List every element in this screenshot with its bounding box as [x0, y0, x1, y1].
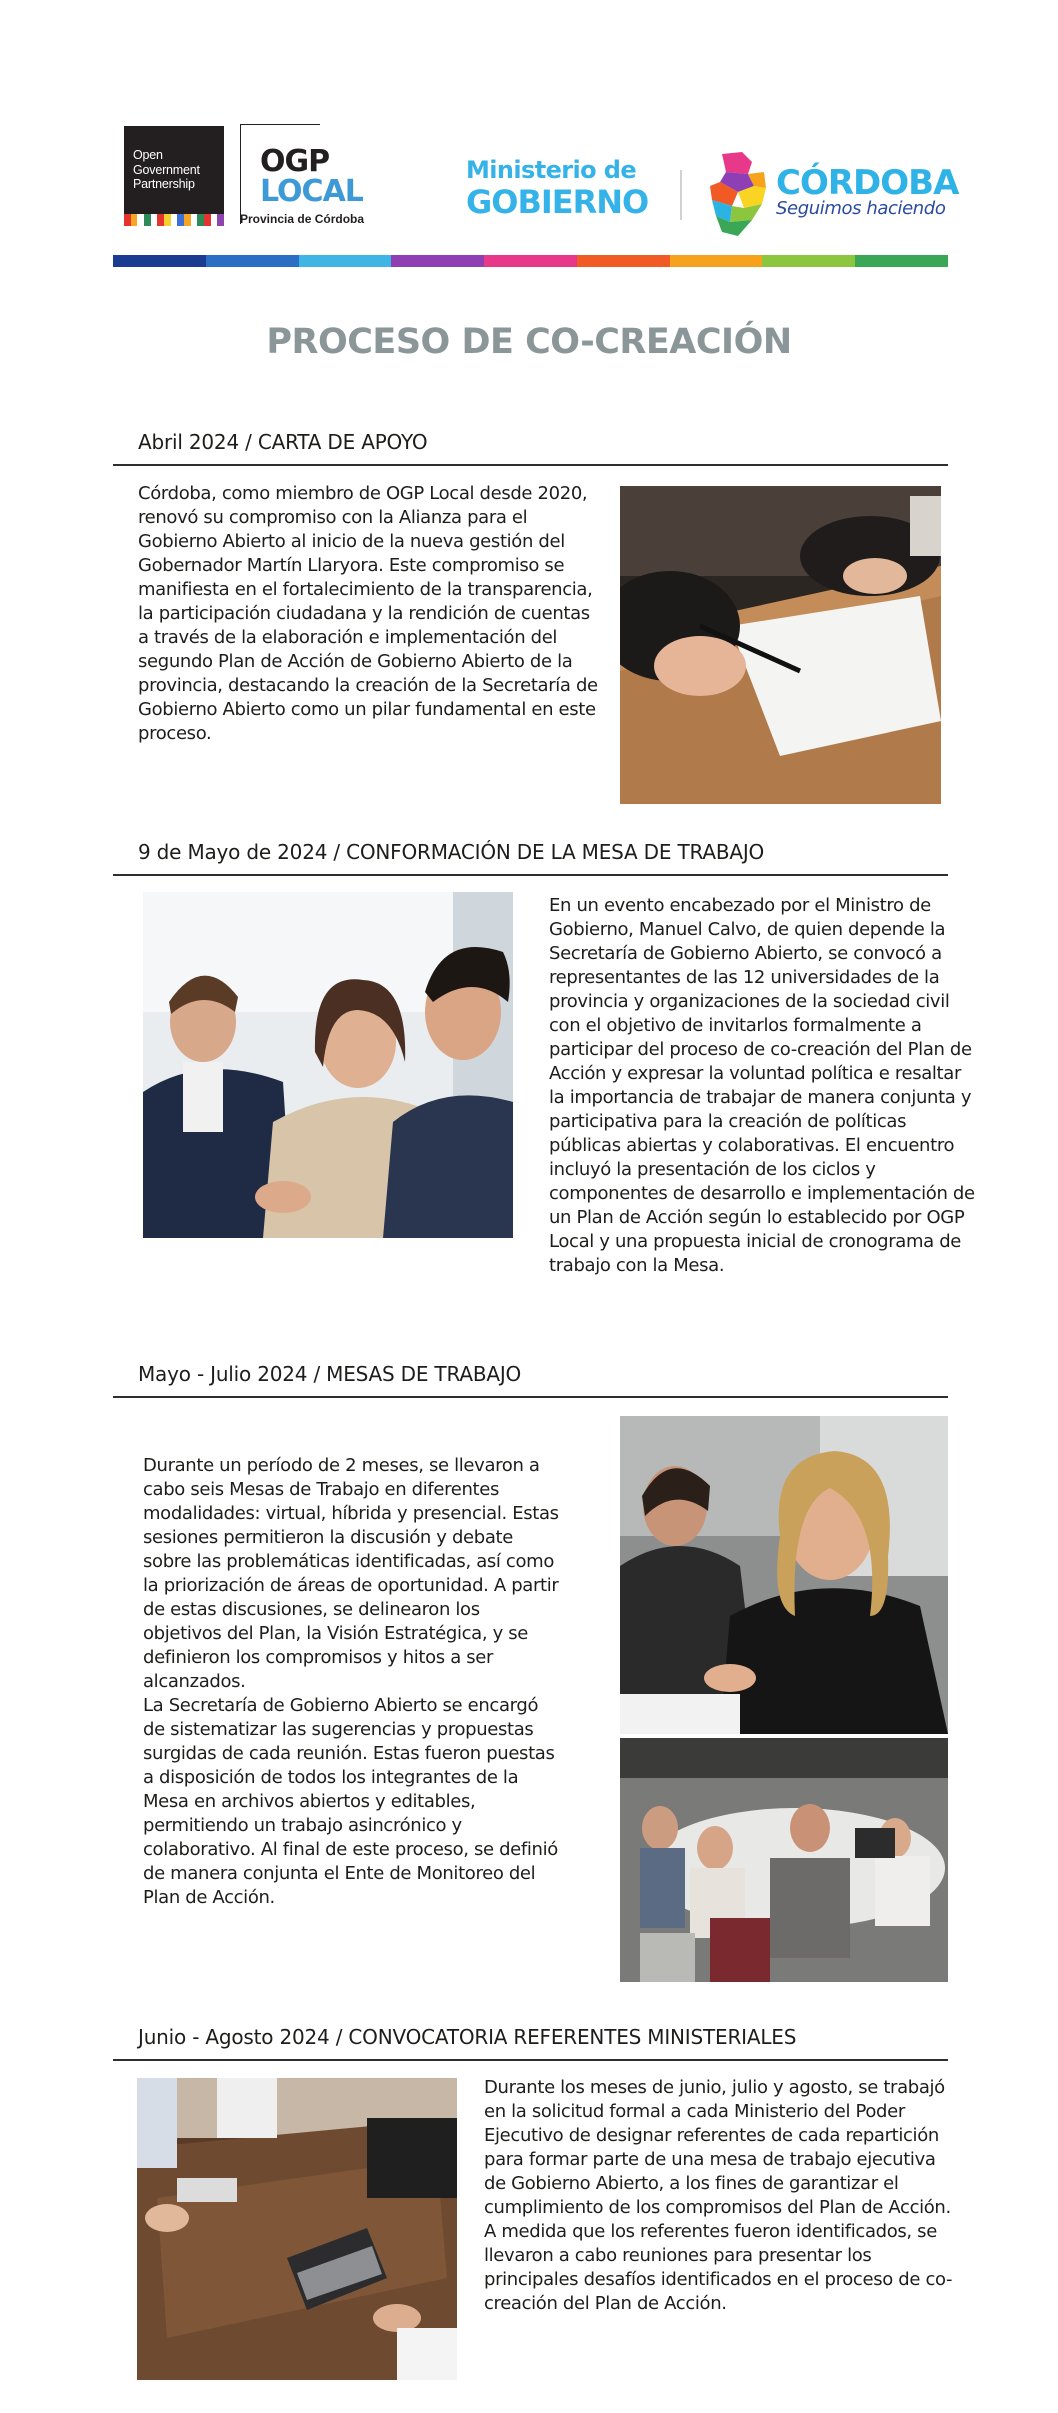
- section-divider: [113, 1396, 948, 1398]
- ogp-local-text: OGP: [260, 144, 330, 179]
- color-stripe-bar: [113, 255, 948, 267]
- logo-divider: [680, 170, 682, 220]
- ministerio-line1: Ministerio de: [466, 156, 637, 184]
- section-heading: Junio - Agosto 2024 / CONVOCATORIA REFERENTES MINISTERIALES: [138, 2025, 797, 2049]
- section-heading: Mayo - Julio 2024 / MESAS DE TRABAJO: [138, 1362, 522, 1386]
- section-divider: [113, 2059, 948, 2061]
- section-heading: 9 de Mayo de 2024 / CONFORMACIÓN DE LA MESA DE TRABAJO: [138, 840, 765, 864]
- ogp-local-logo: [240, 124, 380, 230]
- section-text: [549, 894, 981, 1278]
- photo-signing-document: [620, 486, 941, 804]
- section-divider: [113, 874, 948, 876]
- photo-laptops-on-table: [137, 2078, 457, 2380]
- section-paragraph: Córdoba, como miembro de OGP Local desde 2020, renovó su compromiso con la Alianza para el Gobierno Abierto al inicio de la nueva gestión del Gobernador Martín Llaryora. Este compromiso se manifiesta en el fortalecimiento de la transparencia, la participación ciudadana y la rendición de cuentas a través de la elaboración e implementación del segundo Plan de Acción de Gobierno Abierto de la provincia, destacando la creación de la Secretaría de Gobierno Abierto como un pilar fundamental en este proceso.: [138, 483, 598, 744]
- ogp-logo-line: Government: [133, 162, 200, 177]
- page-title: PROCESO DE CO-CREACIÓN: [266, 322, 792, 362]
- ogp-local-text-local: LOCAL: [260, 174, 363, 209]
- photo-round-table-meeting: [620, 1738, 948, 1982]
- section-divider: [113, 464, 948, 466]
- section-paragraph: La Secretaría de Gobierno Abierto se encargó de sistematizar las sugerencias y propuestas surgidas de cada reunión. Estas fueron puestas a disposición de todos los integrantes de la Mesa en archivos abiertos y editables, permitiendo un trabajo asincrónico y colaborativo. Al final de este proceso, se definió de manera conjunta el Ente de Monitoreo del Plan de Acción.: [143, 1695, 558, 1908]
- photo-woman-speaking: [620, 1416, 948, 1734]
- section-text: [138, 482, 598, 746]
- section-paragraph: Durante los meses de junio, julio y agosto, se trabajó en la solicitud formal a cada Ministerio del Poder Ejecutivo de designar referentes de cada repartición para formar parte de una mesa de trabajo ejecutiva de Gobierno Abierto, a los fines de garantizar el cumplimiento de los compromisos del Plan de Acción.: [484, 2077, 951, 2218]
- cordoba-map-icon: [708, 152, 766, 236]
- section-paragraph: En un evento encabezado por el Ministro de Gobierno, Manuel Calvo, de quien depende la Secretaría de Gobierno Abierto, se convocó a representantes de las 12 universidades de la provincia y organizaciones de la sociedad civil con el objetivo de invitarlos formalmente a participar del proceso de co-creación del Plan de Acción y expresar la voluntad política e resaltar la importancia de trabajar de manera conjunta y participativa para la creación de políticas públicas abiertas y colaborativas. El encuentro incluyó la presentación de los ciclos y componentes de desarrollo e implementación de un Plan de Acción según lo establecido por OGP Local y una propuesta inicial de cronograma de trabajo con la Mesa.: [549, 895, 975, 1276]
- ogp-logo-line: Open: [133, 148, 163, 162]
- photo-meeting-three-people: [143, 892, 513, 1238]
- ministerio-logo: [466, 156, 649, 221]
- ogp-local-subtitle: Provincia de Córdoba: [240, 212, 365, 226]
- cordoba-logo-text: CÓRDOBA: [776, 163, 959, 203]
- section-text: [484, 2076, 954, 2316]
- cordoba-slogan: Seguimos haciendo: [776, 198, 946, 219]
- ogp-logo-line: Partnership: [133, 177, 195, 191]
- ogp-logo-stripes: [124, 214, 224, 226]
- ministerio-line2: GOBIERNO: [466, 183, 649, 221]
- section-heading: Abril 2024 / CARTA DE APOYO: [138, 430, 428, 454]
- ogp-logo: [124, 126, 224, 226]
- section-text: [143, 1454, 563, 1910]
- section-paragraph: A medida que los referentes fueron identificados, se llevaron a cabo reuniones para presentar los principales desafíos identificados en el proceso de co-creación del Plan de Acción.: [484, 2221, 953, 2314]
- section-paragraph: Durante un período de 2 meses, se llevaron a cabo seis Mesas de Trabajo en diferentes modalidades: virtual, híbrida y presencial. Estas sesiones permitieron la discusión y debate sobre las problemáticas identificadas, así como la priorización de áreas de oportunidad. A partir de estas discusiones, se delinearon los objetivos del Plan, la Visión Estratégica, y se definieron los compromisos y hitos a ser alcanzados.: [143, 1455, 559, 1692]
